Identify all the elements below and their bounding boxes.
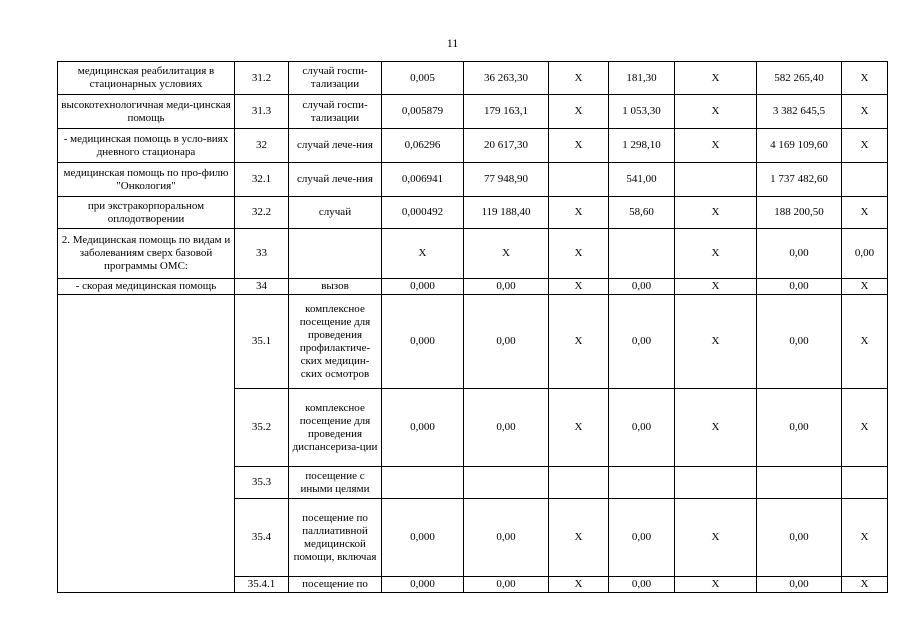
page-number: 11	[446, 36, 459, 50]
table-cell: 0,00	[609, 577, 675, 593]
table-cell: медицинская реабилитация в стационарных условиях	[58, 62, 235, 95]
table-cell: Х	[842, 499, 888, 577]
table-cell: 0,00	[464, 295, 549, 389]
table-cell: комплексное посещение для проведения профилактиче-ских медицин-ских осмотров	[289, 295, 382, 389]
table-cell: 0,00	[757, 389, 842, 467]
table-cell: 33	[235, 229, 289, 279]
table-cell: Х	[549, 389, 609, 467]
table-cell: 0,006941	[382, 163, 464, 197]
table-cell: 0,00	[464, 389, 549, 467]
table-cell: 0,00	[757, 577, 842, 593]
table-cell: Х	[842, 389, 888, 467]
table-cell: 541,00	[609, 163, 675, 197]
table-cell: 0,00	[609, 499, 675, 577]
table-cell: 31.3	[235, 95, 289, 129]
table-cell: 0,000	[382, 499, 464, 577]
table-cell	[289, 229, 382, 279]
table-cell	[464, 467, 549, 499]
table-cell: случай госпи-тализации	[289, 95, 382, 129]
table-cell: 32.2	[235, 197, 289, 229]
table-row	[58, 229, 888, 279]
table-row	[58, 129, 888, 163]
table-row	[58, 279, 888, 295]
table-cell: Х	[549, 499, 609, 577]
table-cell	[675, 467, 757, 499]
table-cell	[549, 163, 609, 197]
table-cell: Х	[842, 129, 888, 163]
table-cell: Х	[549, 577, 609, 593]
table-cell: Х	[842, 95, 888, 129]
table-cell: 35.2	[235, 389, 289, 467]
table-cell: 35.4	[235, 499, 289, 577]
table-cell: 32.1	[235, 163, 289, 197]
table-cell: 0,00	[609, 389, 675, 467]
table-row	[58, 95, 888, 129]
table-cell: 0,00	[609, 279, 675, 295]
table-cell: посещение по паллиативной медицинской помощи, включая	[289, 499, 382, 577]
table-cell	[842, 467, 888, 499]
table-cell: 188 200,50	[757, 197, 842, 229]
table-cell: Х	[549, 95, 609, 129]
table-cell	[609, 229, 675, 279]
table-cell: 4 169 109,60	[757, 129, 842, 163]
table-cell: Х	[842, 62, 888, 95]
table-cell: 181,30	[609, 62, 675, 95]
table-cell: 179 163,1	[464, 95, 549, 129]
table-cell: - медицинская помощь в усло-виях дневного стационара	[58, 129, 235, 163]
table-cell: 1 298,10	[609, 129, 675, 163]
table-cell: Х	[842, 279, 888, 295]
table-cell: Х	[464, 229, 549, 279]
table-row	[58, 163, 888, 197]
data-table	[57, 61, 888, 593]
table-cell: 1 053,30	[609, 95, 675, 129]
table-cell: 0,00	[464, 577, 549, 593]
table-cell: Х	[675, 62, 757, 95]
table-cell: 0,000	[382, 389, 464, 467]
table-cell: Х	[675, 197, 757, 229]
table-cell: 1 737 482,60	[757, 163, 842, 197]
table-cell: комплексное посещение для проведения диспансериза-ции	[289, 389, 382, 467]
table-cell: 0,000	[382, 577, 464, 593]
table-cell: Х	[842, 197, 888, 229]
table-cell: Х	[549, 129, 609, 163]
table-cell: Х	[549, 229, 609, 279]
table-cell: 0,00	[757, 499, 842, 577]
table-cell: Х	[842, 577, 888, 593]
table-cell: 34	[235, 279, 289, 295]
table-cell: Х	[842, 295, 888, 389]
table-cell: 32	[235, 129, 289, 163]
table-cell: 31.2	[235, 62, 289, 95]
table-cell: 0,000	[382, 279, 464, 295]
table-cell: 582 265,40	[757, 62, 842, 95]
table-cell: 0,06296	[382, 129, 464, 163]
table-cell: Х	[382, 229, 464, 279]
table-cell: Х	[675, 295, 757, 389]
table-cell: 0,00	[464, 279, 549, 295]
table-cell: Х	[549, 279, 609, 295]
table-cell	[675, 163, 757, 197]
table-cell: 0,00	[757, 279, 842, 295]
table-cell: Х	[675, 279, 757, 295]
table-cell: 0,005	[382, 62, 464, 95]
table-cell: 0,000	[382, 295, 464, 389]
table-cell: 58,60	[609, 197, 675, 229]
table-row	[58, 62, 888, 95]
table-row	[58, 197, 888, 229]
table-cell: посещение по	[289, 577, 382, 593]
table-cell	[609, 467, 675, 499]
table-cell: при экстракорпоральном оплодотворении	[58, 197, 235, 229]
table-cell: высокотехнологичная меди-цинская помощь	[58, 95, 235, 129]
table-cell: 0,00	[464, 499, 549, 577]
table-cell: Х	[675, 389, 757, 467]
table-cell: Х	[675, 577, 757, 593]
table-cell: 35.3	[235, 467, 289, 499]
table-cell: 35.4.1	[235, 577, 289, 593]
table-cell: случай лече-ния	[289, 129, 382, 163]
table-cell: 0,00	[842, 229, 888, 279]
table-cell: Х	[549, 295, 609, 389]
table-cell: случай госпи-тализации	[289, 62, 382, 95]
table-cell: Х	[675, 129, 757, 163]
table-cell	[549, 467, 609, 499]
table-cell: случай лече-ния	[289, 163, 382, 197]
table-cell: Х	[675, 95, 757, 129]
table-cell	[842, 163, 888, 197]
table-cell: Х	[549, 62, 609, 95]
table-cell	[58, 295, 235, 593]
table-cell: - скорая медицинская помощь	[58, 279, 235, 295]
table-cell: 3 382 645,5	[757, 95, 842, 129]
table-cell: 35.1	[235, 295, 289, 389]
table-cell: 77 948,90	[464, 163, 549, 197]
table-cell: 0,00	[757, 229, 842, 279]
table-row	[58, 295, 888, 389]
table-cell: 2. Медицинская помощь по видам и заболеваниям сверх базовой программы ОМС:	[58, 229, 235, 279]
table-cell: Х	[675, 229, 757, 279]
table-cell: Х	[675, 499, 757, 577]
table-cell: 0,005879	[382, 95, 464, 129]
table-cell: Х	[549, 197, 609, 229]
table-cell: 0,00	[609, 295, 675, 389]
table-cell: 0,000492	[382, 197, 464, 229]
table-cell: 20 617,30	[464, 129, 549, 163]
table-cell	[382, 467, 464, 499]
table-cell: случай	[289, 197, 382, 229]
table-cell	[757, 467, 842, 499]
table-cell: посещение с иными целями	[289, 467, 382, 499]
table-cell: 119 188,40	[464, 197, 549, 229]
table-cell: 0,00	[757, 295, 842, 389]
table-cell: 36 263,30	[464, 62, 549, 95]
table-cell: вызов	[289, 279, 382, 295]
table-cell: медицинская помощь по про-филю "Онкология"	[58, 163, 235, 197]
